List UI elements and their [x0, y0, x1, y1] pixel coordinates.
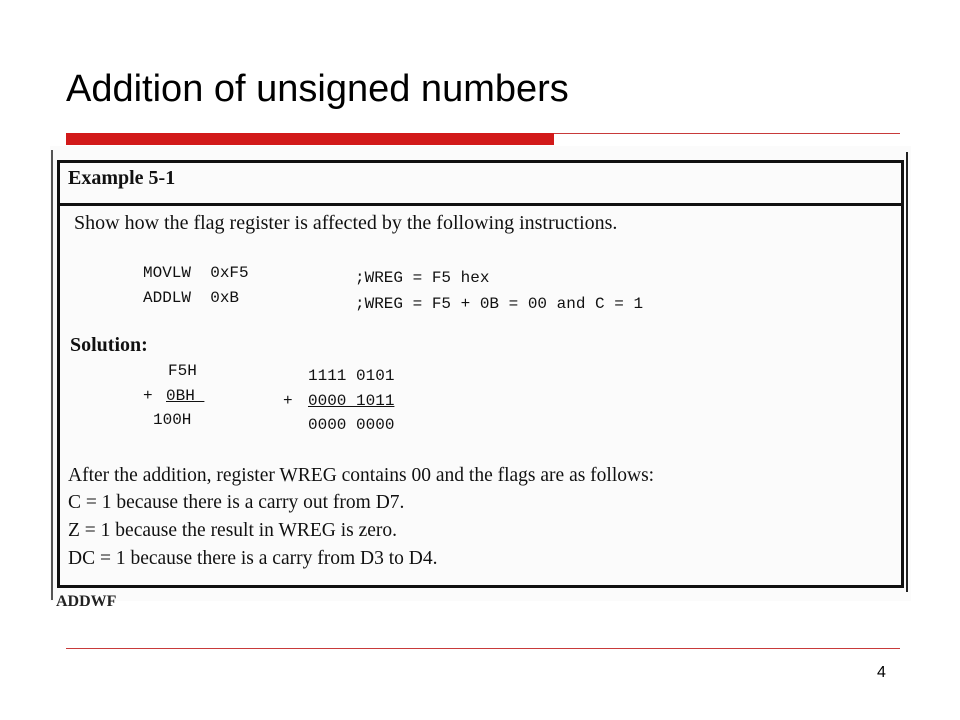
- binary-plus-sign: +: [283, 392, 293, 410]
- flag-line-z: Z = 1 because the result in WREG is zero.: [68, 520, 398, 541]
- example-header-divider: [57, 203, 904, 206]
- hex-operand-2: 0BH: [166, 387, 205, 405]
- page-number: 4: [877, 664, 886, 681]
- scan-right-edge: [906, 152, 908, 592]
- binary-result: 0000 0000: [308, 416, 395, 434]
- cutoff-text: [56, 593, 117, 610]
- flag-line-c: C = 1 because there is a carry out from D7.: [68, 492, 405, 513]
- cutoff-text-content: ADDWF: [56, 593, 117, 610]
- code-comment-2: ;WREG = F5 + 0B = 00 and C = 1: [355, 295, 644, 313]
- hex-result: 100H: [153, 411, 192, 429]
- explanation-text: After the addition, register WREG contains 00 and the flags are as follows:: [68, 465, 655, 486]
- code-instruction-2: ADDLW 0xB: [143, 289, 240, 307]
- hex-plus-sign: +: [143, 387, 153, 405]
- slide-title: Addition of unsigned numbers: [66, 68, 569, 110]
- title-accent-bar: [66, 133, 554, 145]
- binary-operand-1: 1111 0101: [308, 367, 395, 385]
- binary-operand-2: 0000 1011: [308, 392, 395, 410]
- code-comment-1: ;WREG = F5 hex: [355, 269, 490, 287]
- flag-line-dc: DC = 1 because there is a carry from D3 to D4.: [68, 548, 438, 569]
- example-prompt: Show how the flag register is affected by the following instructions.: [74, 212, 618, 234]
- code-instruction-1: MOVLW 0xF5: [143, 264, 249, 282]
- footer-rule: [66, 648, 900, 649]
- example-heading: Example 5-1: [68, 167, 176, 189]
- solution-label: Solution:: [70, 334, 148, 356]
- scan-left-edge: [51, 150, 53, 600]
- title-rule: [554, 133, 900, 134]
- hex-operand-1: F5H: [168, 362, 197, 380]
